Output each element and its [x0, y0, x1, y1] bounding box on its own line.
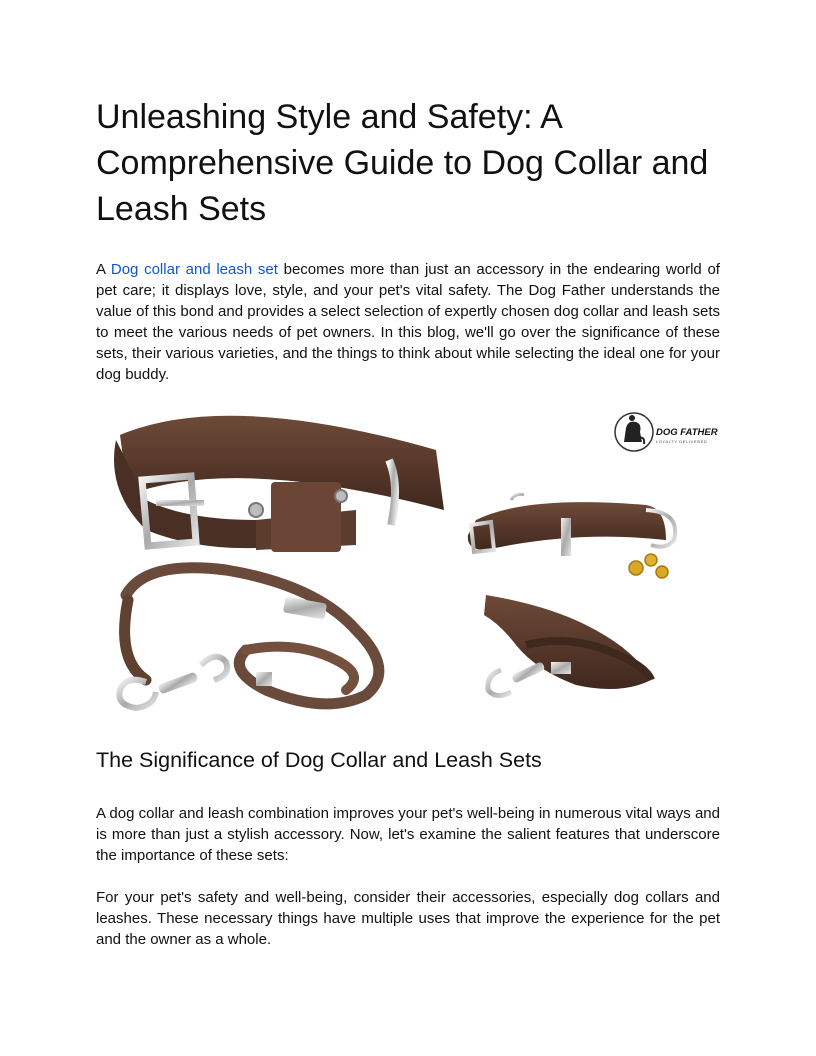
small-collar-illustration: [468, 494, 675, 578]
logo-brand: DOG FATHER: [656, 427, 718, 438]
dog-collar-leash-link[interactable]: Dog collar and leash set: [110, 261, 278, 278]
flat-leash-illustration: [484, 595, 651, 696]
intro-prefix: A: [96, 261, 111, 278]
logo-tagline: LOYALTY DELIVERED: [656, 439, 708, 444]
section-paragraph-1: A dog collar and leash combination improves your pet's well-being in numerous vital ways and is more than just a stylish accessory. Now, let's examine the salient features that underscore the importance of these sets:: [96, 805, 720, 864]
page-title: Unleashing Style and Safety: A Comprehensive Guide to Dog Collar and Leash Sets: [96, 98, 709, 228]
dog-father-logo: [612, 408, 718, 456]
large-collar-illustration: [114, 416, 444, 552]
intro-suffix: becomes more than just an accessory in the endearing world of pet care; it displays love, style, and your pet's vital safety. The Dog Father understands the value of this bond and provides a select selection of expertly chosen dog collar and leash sets to meet the various needs of pet owners. In this blog, we'll go over the significance of these sets, their various varieties, and the things to think about while selecting the ideal one for your dog buddy.: [96, 261, 720, 383]
rope-leash-illustration: [119, 568, 379, 708]
section-paragraph-2: For your pet's safety and well-being, consider their accessories, especially dog collars and leashes. These necessary things have multiple uses that improve the experience for the pet and the owner as a whole.: [96, 889, 720, 948]
intro-paragraph: [96, 259, 720, 385]
section-heading: The Significance of Dog Collar and Leash Sets: [96, 748, 542, 772]
